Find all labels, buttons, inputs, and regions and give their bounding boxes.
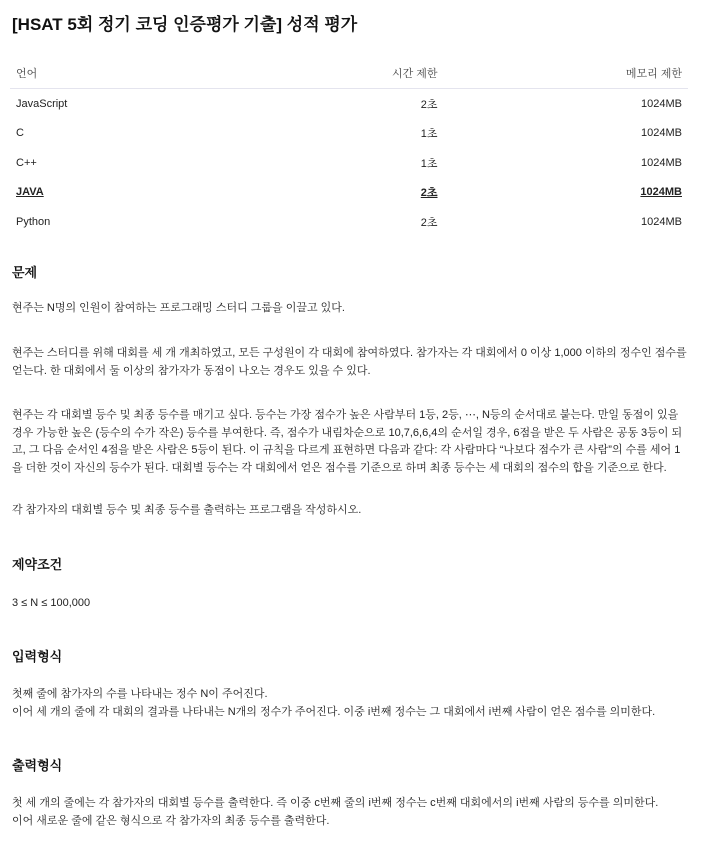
table-row-selected	[10, 178, 688, 208]
table-header-row	[10, 58, 688, 89]
header-memory-limit: 메모리 제한	[444, 58, 688, 89]
time-cell: 2초	[420, 187, 438, 200]
constraints-heading: 제약조건	[12, 557, 63, 572]
time-cell: 1초	[420, 157, 438, 170]
output-line: 이어 새로운 줄에 같은 형식으로 각 참가자의 최종 등수를 출력한다.	[12, 815, 330, 827]
limits-table	[10, 58, 688, 237]
constraints-text: 3 ≤ N ≤ 100,000	[12, 597, 91, 609]
header-language: 언어	[10, 58, 237, 89]
language-cell: Python	[16, 215, 51, 228]
language-cell: JavaScript	[16, 97, 68, 110]
table-row	[10, 148, 688, 178]
memory-cell: 1024MB	[640, 186, 682, 199]
problem-heading: 문제	[12, 265, 38, 280]
memory-cell: 1024MB	[641, 156, 682, 169]
output-line: 첫 세 개의 줄에는 각 참가자의 대회별 등수를 출력한다. 즉 이중 c번째 줄의 i번째 정수는 c번째 대회에서의 i번째 사람의 등수를 의미한다.	[12, 797, 659, 809]
table-row	[10, 89, 688, 119]
header-time-limit: 시간 제한	[237, 58, 443, 89]
time-cell: 2초	[420, 98, 438, 111]
input-line: 이어 세 개의 줄에 각 대회의 결과를 나타내는 N개의 정수가 주어진다. 이중 i번째 정수는 그 대회에서 i번째 사람이 얻은 점수를 의미한다.	[12, 706, 656, 718]
time-cell: 1초	[420, 128, 438, 141]
memory-cell: 1024MB	[641, 215, 682, 228]
table-row	[10, 207, 688, 237]
language-cell: C++	[16, 156, 37, 169]
language-cell: JAVA	[16, 186, 44, 199]
page-title: [HSAT 5회 정기 코딩 인증평가 기출] 성적 평가	[12, 15, 358, 34]
input-line: 첫째 줄에 참가자의 수를 나타내는 정수 N이 주어진다.	[12, 688, 268, 700]
table-row	[10, 119, 688, 149]
problem-paragraph: 현주는 각 대회별 등수 및 최종 등수를 매기고 싶다. 등수는 가장 점수가 높은 사람부터 1등, 2등, ⋯, N등의 순서대로 붙는다. 만일 동점이 있을 경우 가능한 높은 (등수의 수가 작은) 등수를 부여한다. 즉, 점수가 내림차순으로 10,7,6,6,4의 순서일 경우, 6점을 받은 두 사람은 공동 3등이 되고, 그 다음 순서인 4점을 받은 사람은 5등이 된다. 이 규칙을 다르게 표현하면 다음과 같다: 각 사람마다 “나보다 점수가 큰 사람”의 수를 세어 1을 더한 것이 자신의 등수가 된다. 대회별 등수는 각 대회에서 얻은 점수를 기준으로 하며 최종 등수는 세 대회의 점수의 합을 기준으로 한다.	[12, 409, 683, 474]
input-heading: 입력형식	[12, 649, 63, 664]
time-cell: 2초	[420, 216, 438, 229]
output-heading: 출력형식	[12, 758, 63, 773]
problem-paragraph: 현주는 스터디를 위해 대회를 세 개 개최하였고, 모든 구성원이 각 대회에 참여하였다. 참가자는 각 대회에서 0 이상 1,000 이하의 정수인 점수를 얻는다. 한 대회에서 둘 이상의 참가자가 동점이 나오는 경우도 있을 수 있다.	[12, 347, 687, 377]
problem-paragraph: 현주는 N명의 인원이 참여하는 프로그래밍 스터디 그룹을 이끌고 있다.	[12, 302, 345, 314]
memory-cell: 1024MB	[641, 97, 682, 110]
language-cell: C	[16, 127, 24, 140]
memory-cell: 1024MB	[641, 127, 682, 140]
problem-paragraph: 각 참가자의 대회별 등수 및 최종 등수를 출력하는 프로그램을 작성하시오.	[12, 504, 362, 516]
